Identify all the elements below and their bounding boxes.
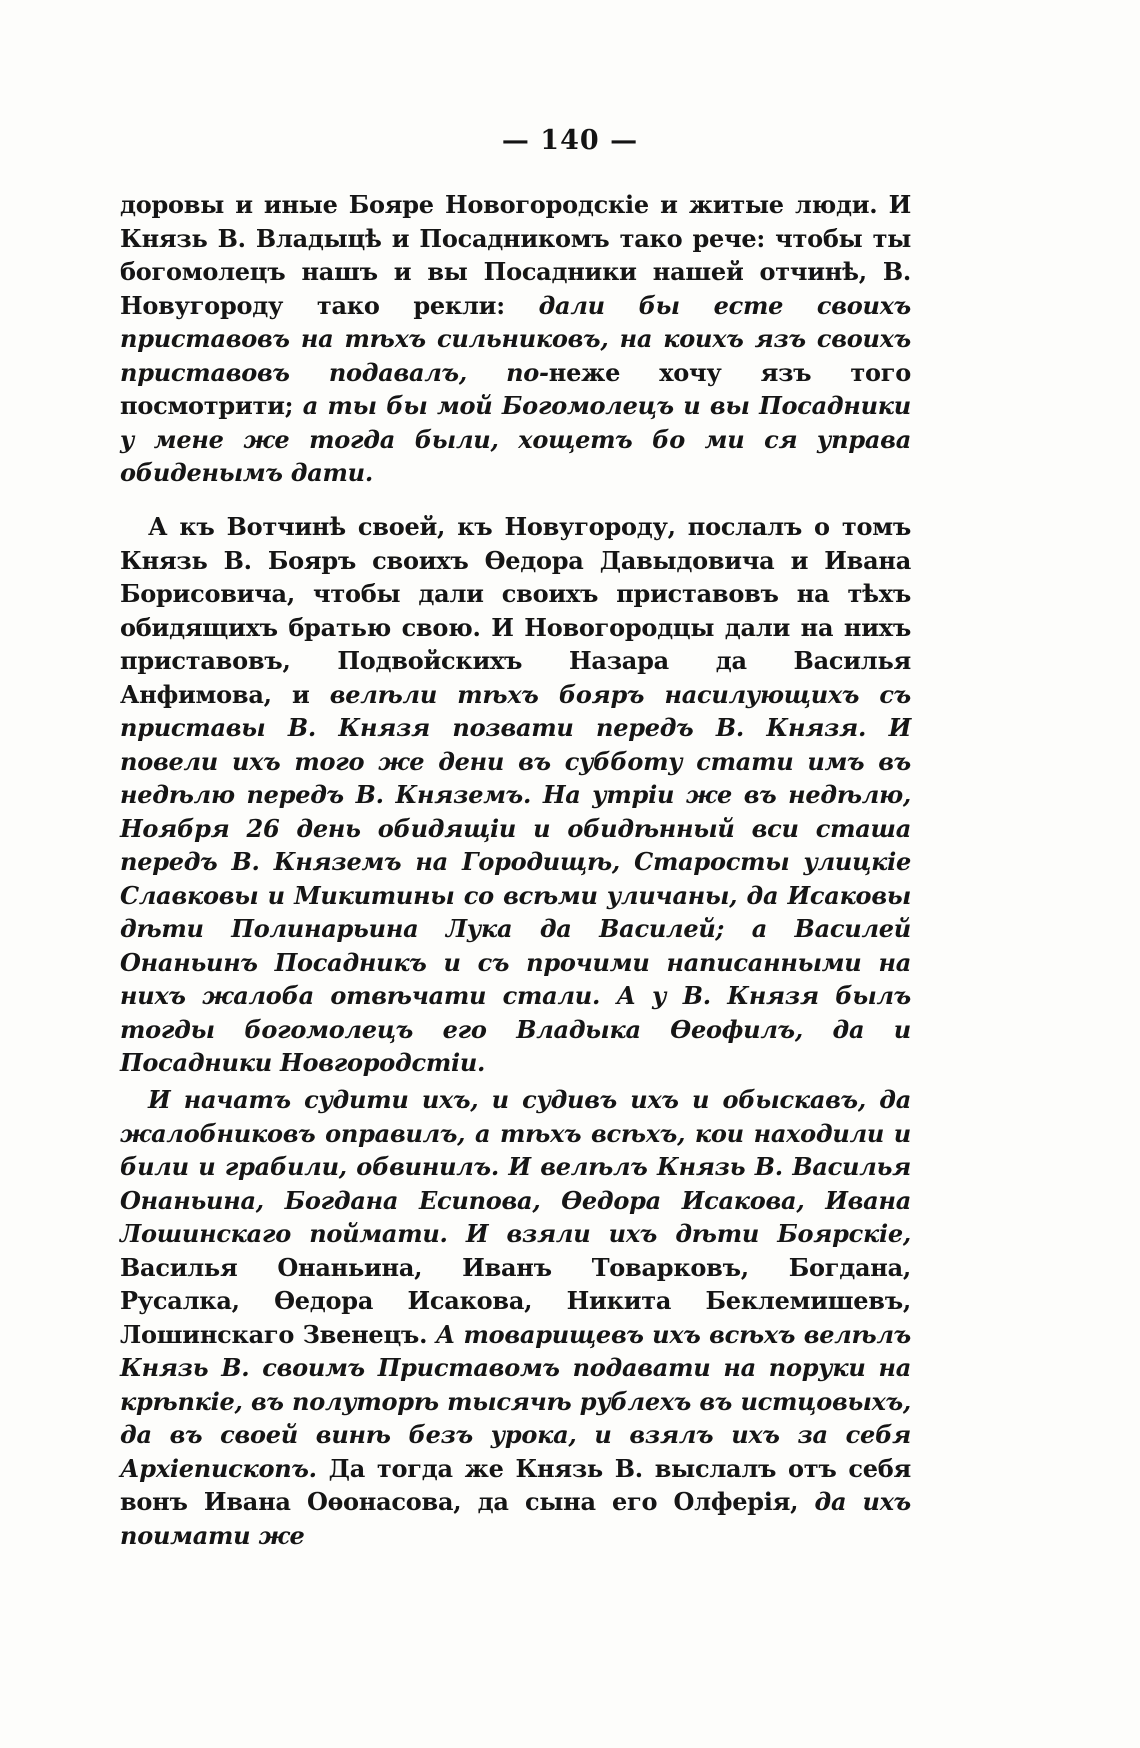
- text-run: доровы и иные Бояре Новогородскіе и житые люди. И Князь В. Владыцѣ и Посадникомъ тако рече: чтобы ты богомолецъ нашъ и вы Посадники нашей отчинѣ, В. Новугороду тако рекли:: [120, 190, 911, 320]
- page-number: — 140 —: [501, 125, 639, 156]
- text-run: Да тогда же Князь В. выслалъ отъ себя вонъ Ивана Оѳонасова, да сына его Олферія,: [120, 1453, 911, 1516]
- text-run-italic: А товарищевъ ихъ всѣхъ велѣлъ Князь В. своимъ Приставомъ подавати на поруки на крѣпкіе, въ полуторѣ тысячѣ рублехъ въ истцовыхъ, да въ своей винѣ безъ урока, и взялъ ихъ за себя Архіепископъ.: [120, 1319, 911, 1483]
- text-run-italic: да ихъ поимати же: [120, 1487, 911, 1550]
- text-run-italic: велѣли тѣхъ бояръ насилующихъ съ приставы В. Князя позвати передъ В. Князя. И повели ихъ того же дени въ субботу стати имъ въ недѣлю передъ В. Княземъ. На утріи же въ недѣлю, Ноября 26 день обидящіи и обидѣнный вси сташа передъ В. Княземъ на Городищѣ, Старосты улицкіе Славковы и Микитины со всѣми уличаны, да Исаковы дѣти Полинарьина Лука да Василей; а Василей Онаньинъ Посадникъ и съ прочими написанными на нихъ жалоба отвѣчати стали. А у В. Князя былъ тогды богомолецъ его Владыка Ѳеофилъ, да и Посадники Новгородстіи.: [120, 679, 911, 1077]
- text-run: А къ Вотчинѣ своей, къ Новугороду, послалъ о томъ Князь В. Бояръ своихъ Ѳедора Давыдовича и Ивана Борисовича, чтобы дали своихъ приставовъ на тѣхъ обидящихъ братью свою. И Новогородцы дали на нихъ приставовъ, Подвойскихъ Назара да Василья Анфимова, и: [120, 512, 911, 709]
- paragraph-3: [120, 1083, 911, 1552]
- text-run: Василья Онаньина, Иванъ Товарковъ, Богдана, Русалка, Ѳедора Исакова, Никита Беклемишевъ, Лошинскаго Звенецъ.: [120, 1252, 911, 1349]
- text-run: неже хочу язъ того посмотрити;: [120, 357, 912, 420]
- text-run-italic: И начатъ судити ихъ, и судивъ ихъ и обыскавъ, да жалобниковъ оправилъ, а тѣхъ всѣхъ, кои находили и били и грабили, обвинилъ. И велѣлъ Князь В. Василья Онаньина, Богдана Есипова, Ѳедора Исакова, Ивана Лошинскаго поймати. И взяли ихъ дѣти Боярскіе,: [120, 1085, 911, 1248]
- paragraph-1: [120, 188, 911, 490]
- text-run-italic: дали бы есте своихъ приставовъ на тѣхъ сильниковъ, на коихъ язъ своихъ приставовъ подавалъ, по-: [120, 290, 911, 387]
- text-run-italic: а ты бы мой Богомолецъ и вы Посадники у мене же тогда были, хощетъ бо ми ся управа обиденымъ дати.: [120, 391, 911, 487]
- paragraph-2: [120, 510, 911, 1080]
